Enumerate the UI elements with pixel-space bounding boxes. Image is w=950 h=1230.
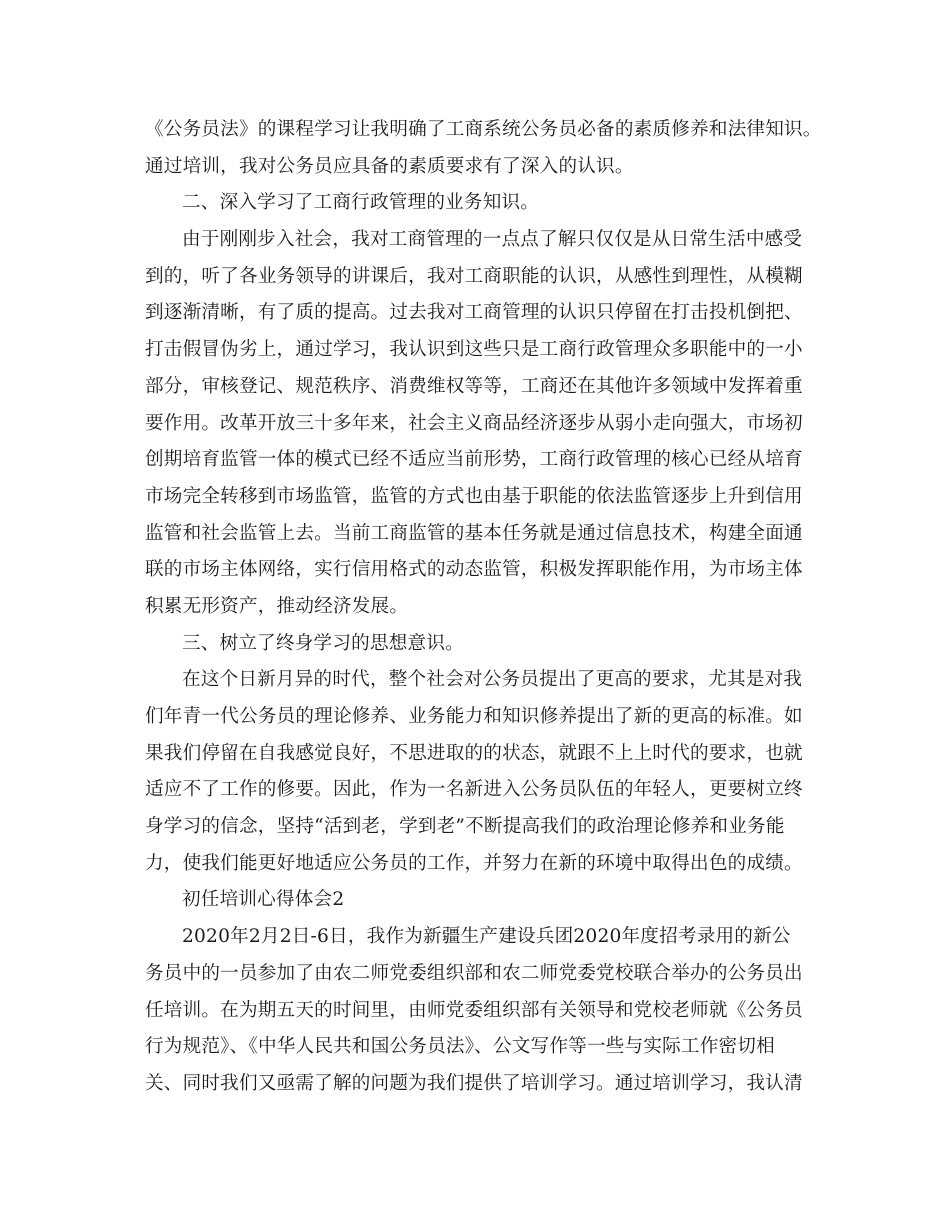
text-line: 果我们停留在自我感觉良好，不思进取的的状态，就跟不上上时代的要求，也就	[145, 742, 803, 764]
text-line: 到逐渐清晰，有了质的提高。过去我对工商管理的认识只停留在打击投机倒把、	[145, 302, 803, 324]
text-line: 们年青一代公务员的理论修养、业务能力和知识修养提出了新的更高的标准。如	[145, 706, 803, 727]
text-line: 打击假冒伪劣上，通过学习，我认识到这些只是工商行政管理众多职能中的一小	[145, 339, 803, 361]
text-line: 创期培育监管一体的模式已经不适应当前形势，工商行政管理的核心已经从培育	[145, 449, 803, 471]
text-line: 任培训。在为期五天的时间里，由师党委组织部有关领导和党校老师就《公务员	[145, 999, 803, 1021]
text-line: 在这个日新月异的时代，整个社会对公务员提出了更高的要求，尤其是对我	[182, 669, 803, 691]
text-line: 到的，听了各业务领导的讲课后，我对工商职能的认识，从感性到理性，从模糊	[145, 265, 803, 287]
section-title: 初任培训心得体会2	[182, 889, 345, 911]
text-line: 务员中的一员参加了由农二师党委组织部和农二师党委党校联合举办的公务员出	[145, 962, 803, 984]
text-line: 2020年2月2日-6日，我作为新疆生产建设兵团2020年度招考录用的新公	[182, 926, 791, 948]
section-heading: 三、树立了终身学习的思想意识。	[182, 632, 464, 654]
text-line: 行为规范》、《中华人民共和国公务员法》、公文写作等一些与实际工作密切相	[145, 1036, 775, 1058]
text-line: 适应不了工作的修要。因此，作为一名新进入公务员队伍的年轻人，更要树立终	[145, 779, 803, 801]
text-line: 市场完全转移到市场监管，监管的方式也由基于职能的依法监管逐步上升到信用	[145, 485, 803, 507]
text-line: 由于刚刚步入社会，我对工商管理的一点点了解只仅仅是从日常生活中感受	[182, 229, 803, 251]
section-heading: 二、深入学习了工商行政管理的业务知识。	[182, 192, 540, 214]
text-line: 要作用。改革开放三十多年来，社会主义商品经济逐步从弱小走向强大，市场初	[145, 412, 803, 434]
text-line: 力，使我们能更好地适应公务员的工作，并努力在新的环境中取得出色的成绩。	[145, 852, 803, 874]
text-line: 通过培训，我对公务员应具备的素质要求有了深入的认识。	[145, 155, 634, 177]
text-line: 《公务员法》的课程学习让我明确了工商系统公务员必备的素质修养和法律知识。	[145, 119, 822, 140]
text-line: 部分，审核登记、规范秩序、消费维权等等，工商还在其他许多领域中发挥着重	[145, 375, 803, 397]
text-line: 监管和社会监管上去。当前工商监管的基本任务就是通过信息技术，构建全面通	[145, 522, 803, 544]
text-line: 关、同时我们又亟需了解的问题为我们提供了培训学习。通过培训学习，我认清	[145, 1072, 803, 1094]
text-line: 联的市场主体网络，实行信用格式的动态监管，积极发挥职能作用，为市场主体	[145, 559, 803, 581]
text-line: 积累无形资产，推动经济发展。	[145, 595, 409, 617]
document-page	[145, 112, 822, 1103]
text-line: 身学习的信念，坚持“活到老，学到老”不断提高我们的政治理论修养和业务能	[145, 816, 785, 838]
